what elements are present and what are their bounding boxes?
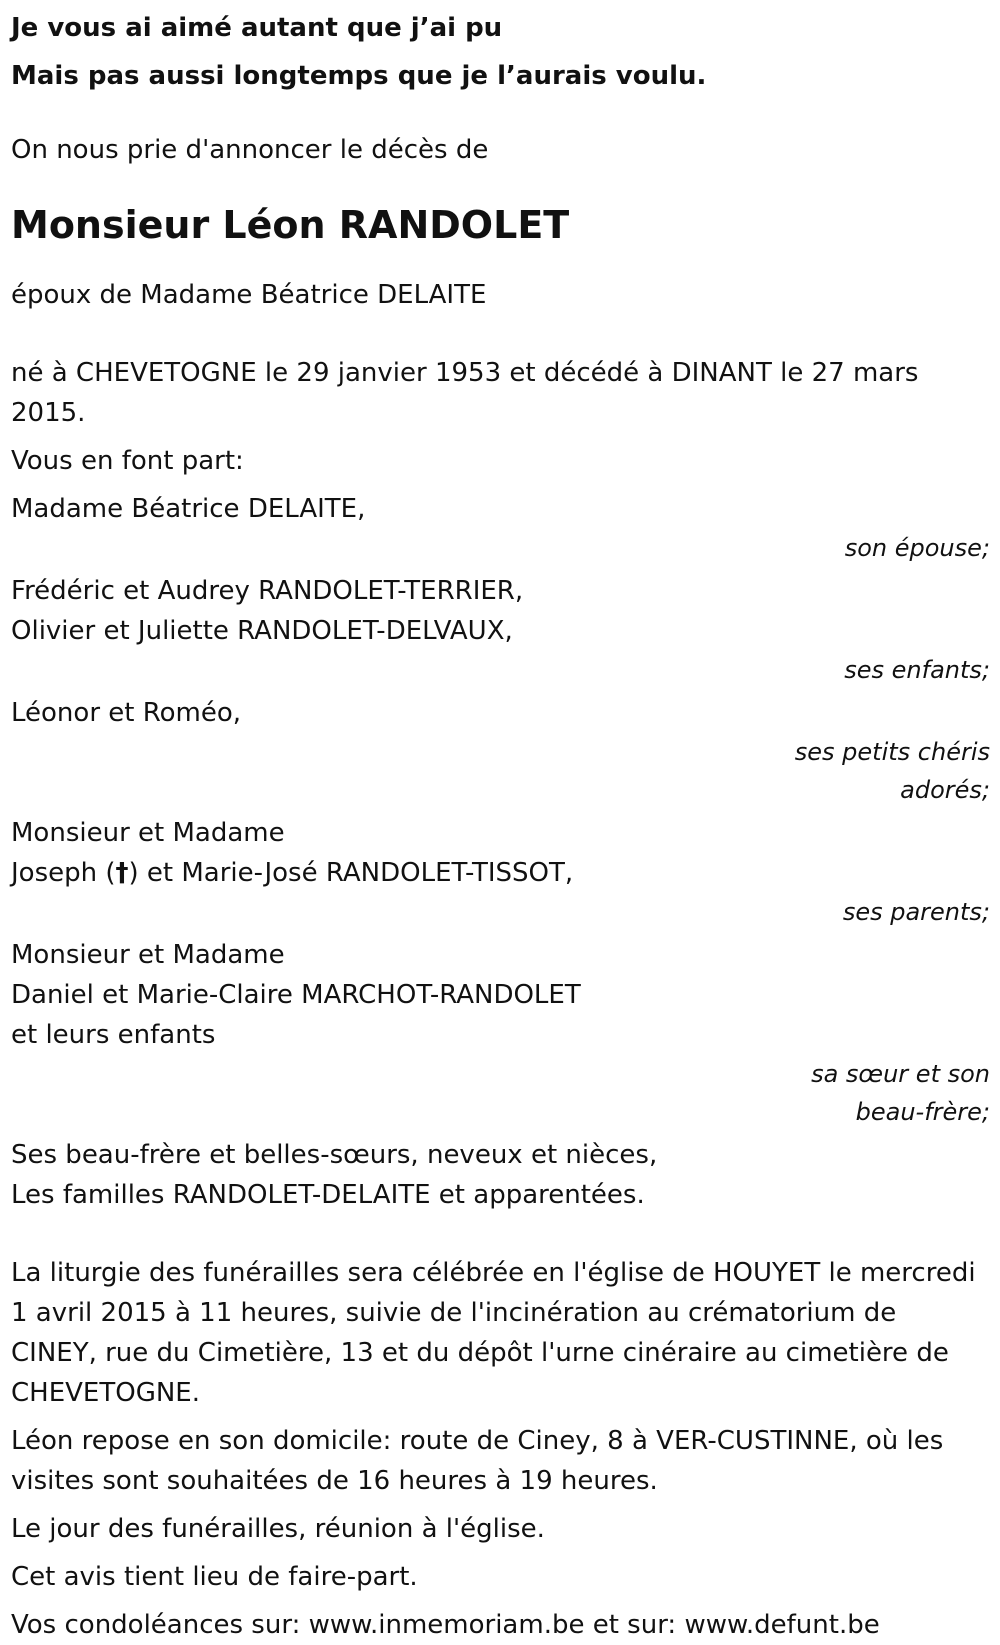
- spouse-line: époux de Madame Béatrice DELAITE: [11, 280, 487, 310]
- family-name-line: Monsieur et Madame: [11, 940, 285, 970]
- deceased-name: Monsieur Léon RANDOLET: [11, 203, 570, 247]
- birth-death-line: né à CHEVETOGNE le 29 janvier 1953 et décédé à DINANT le 27 mars 2015.: [11, 358, 919, 428]
- family-name-line: Monsieur et Madame: [11, 818, 285, 848]
- family-entry-spouse: [11, 489, 990, 567]
- family-role: sa sœur et son: [811, 1060, 990, 1088]
- visitation-paragraph: Léon repose en son domicile: route de Ciney, 8 à VER-CUSTINNE, où les visites sont souhaitées de 16 heures à 19 heures.: [11, 1426, 944, 1496]
- epigraph-line-1: Je vous ai aimé autant que j’ai pu: [11, 13, 503, 43]
- family-role: beau-frère;: [855, 1098, 990, 1126]
- funeral-paragraph: La liturgie des funérailles sera célébrée en l'église de HOUYET le mercredi 1 avril 2015 à 11 heures, suivie de l'incinération au crématorium de CINEY, rue du Cimetière, 13 et du dépôt l'urne cinéraire au cimetière de CHEVETOGNE.: [11, 1258, 976, 1408]
- meeting-line: Le jour des funérailles, réunion à l'église.: [11, 1514, 545, 1544]
- extended-family-line: Ses beau-frère et belles-sœurs, neveux et nièces,: [11, 1140, 658, 1170]
- family-role: son épouse;: [844, 534, 990, 562]
- family-entry-children: [11, 571, 990, 689]
- family-name-line: [11, 853, 990, 893]
- family-entry-grandchildren: [11, 693, 990, 809]
- family-name-line: Léonor et Roméo,: [11, 698, 242, 728]
- family-name-line: Madame Béatrice DELAITE,: [11, 494, 366, 524]
- family-role: adorés;: [900, 776, 990, 804]
- extended-family-line: Les familles RANDOLET-DELAITE et apparentées.: [11, 1180, 645, 1210]
- family-name-line: Daniel et Marie-Claire MARCHOT-RANDOLET: [11, 980, 581, 1010]
- family-name-line: Olivier et Juliette RANDOLET-DELVAUX,: [11, 616, 513, 646]
- family-name-part: ) et Marie-José RANDOLET-TISSOT,: [128, 858, 574, 888]
- condolences-line: Vos condoléances sur: www.inmemoriam.be et sur: www.defunt.be: [11, 1610, 880, 1640]
- family-entry-parents: [11, 813, 990, 931]
- family-role: ses parents;: [842, 898, 990, 926]
- family-entry-sister: [11, 935, 990, 1131]
- family-role: ses enfants;: [844, 656, 990, 684]
- intro-text: On nous prie d'annoncer le décès de: [11, 135, 489, 165]
- notice-line: Cet avis tient lieu de faire-part.: [11, 1562, 418, 1592]
- cross-icon: †: [115, 858, 129, 888]
- epigraph-line-2: Mais pas aussi longtemps que je l’aurais voulu.: [11, 61, 707, 91]
- announce-label: Vous en font part:: [11, 446, 244, 476]
- family-name-line: Frédéric et Audrey RANDOLET-TERRIER,: [11, 576, 524, 606]
- family-name-line: et leurs enfants: [11, 1020, 216, 1050]
- family-name-part: Joseph (: [11, 858, 116, 888]
- family-role: ses petits chéris: [794, 738, 990, 766]
